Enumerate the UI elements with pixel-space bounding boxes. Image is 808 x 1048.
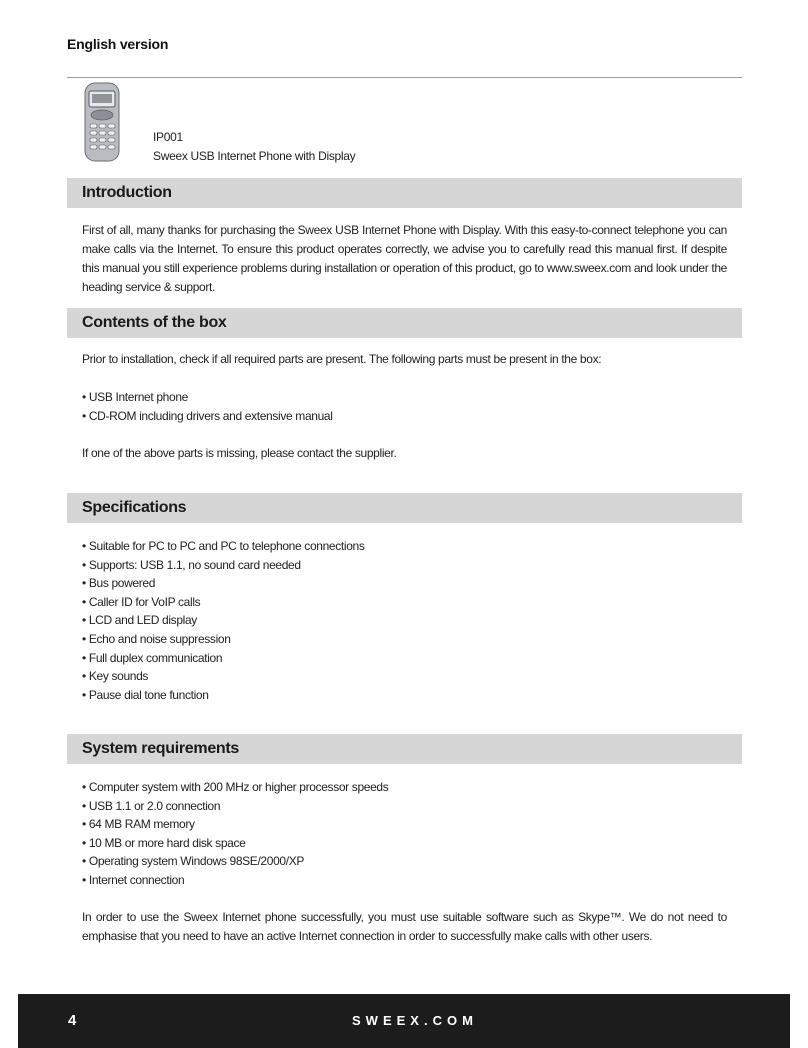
list-item: • Bus powered — [82, 574, 365, 593]
specifications-list — [82, 537, 365, 704]
list-item: • Pause dial tone function — [82, 686, 365, 705]
usb-phone-icon — [82, 82, 122, 162]
list-item: • CD-ROM including drivers and extensive manual — [82, 407, 333, 426]
language-label: English version — [67, 36, 169, 52]
introduction-text: First of all, many thanks for purchasing the Sweex USB Internet Phone with Display. With this easy-to-connect telephone you can make calls via the Internet. To ensure this product operates correctly, we advise you to carefully read this manual first. If despite this manual you still experience problems during installation or operation of this product, go to www.sweex.com and look under the heading service & support. — [82, 223, 727, 294]
list-item: • Key sounds — [82, 667, 365, 686]
list-item: • 10 MB or more hard disk space — [82, 834, 388, 853]
introduction-heading: Introduction — [82, 184, 172, 201]
list-item: • USB 1.1 or 2.0 connection — [82, 797, 388, 816]
product-info — [153, 128, 355, 166]
system-requirements-section-header — [67, 734, 742, 764]
list-item: • Suitable for PC to PC and PC to telephone connections — [82, 537, 365, 556]
website-label: SWEEX.COM — [352, 1013, 478, 1028]
list-item: • Full duplex communication — [82, 649, 365, 668]
system-requirements-list — [82, 778, 388, 890]
contents-note: If one of the above parts is missing, please contact the supplier. — [82, 446, 397, 460]
introduction-section-header — [67, 178, 742, 208]
contents-list — [82, 388, 333, 425]
list-item: • LCD and LED display — [82, 611, 365, 630]
product-model: IP001 — [153, 130, 183, 144]
list-item: • USB Internet phone — [82, 388, 333, 407]
contents-intro: Prior to installation, check if all required parts are present. The following parts must be present in the box: — [82, 352, 602, 366]
contents-heading: Contents of the box — [82, 314, 227, 331]
product-name: Sweex USB Internet Phone with Display — [153, 149, 356, 163]
list-item: • Echo and noise suppression — [82, 630, 365, 649]
specifications-section-header — [67, 493, 742, 523]
contents-section-header — [67, 308, 742, 338]
page-footer — [18, 994, 790, 1048]
list-item: • Supports: USB 1.1, no sound card needed — [82, 556, 365, 575]
system-requirements-note: In order to use the Sweex Internet phone successfully, you must use suitable software such as Skype™. We do not need to emphasise that you need to have an active Internet connection in order to successfully make calls with other users. — [82, 910, 727, 943]
list-item: • Computer system with 200 MHz or higher processor speeds — [82, 778, 388, 797]
list-item: • Internet connection — [82, 871, 388, 890]
page-number: 4 — [68, 1012, 77, 1029]
system-requirements-heading: System requirements — [82, 740, 240, 757]
header-divider — [67, 77, 742, 78]
specifications-heading: Specifications — [82, 499, 187, 516]
list-item: • 64 MB RAM memory — [82, 815, 388, 834]
list-item: • Caller ID for VoIP calls — [82, 593, 365, 612]
list-item: • Operating system Windows 98SE/2000/XP — [82, 852, 388, 871]
